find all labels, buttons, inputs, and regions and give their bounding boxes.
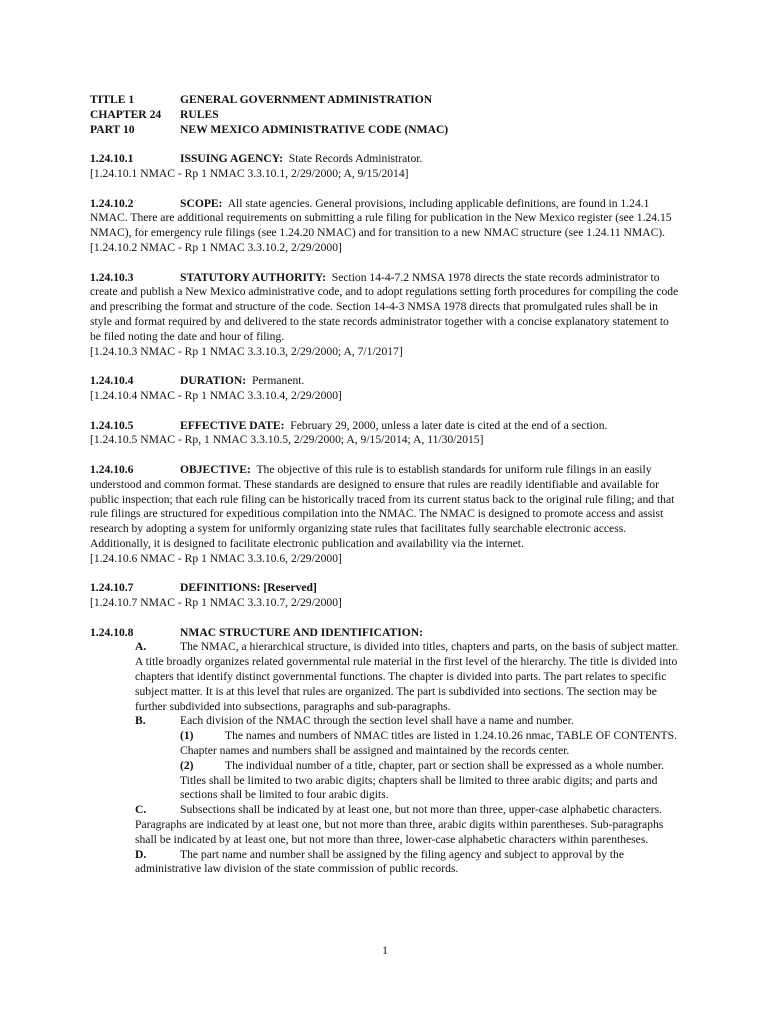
document-header xyxy=(90,93,680,137)
section-definitions: 1.24.10.7 DEFINITIONS: [Reserved] [1.24.10.7 NMAC - Rp 1 NMAC 3.3.10.7, 2/29/2000] xyxy=(90,581,680,611)
subsection-b: B. Each division of the NMAC through the section level shall have a name and number. xyxy=(135,714,574,728)
history-note: [1.24.10.5 NMAC - Rp, 1 NMAC 3.3.10.5, 2/29/2000; A, 9/15/2014; A, 11/30/2015] xyxy=(90,433,484,447)
subsection-c: C. Subsections shall be indicated by at least one, but not more than three, upper-case alphabetic characters. Paragraphs are indicated by at least one, but not more than three, arabic digits within parentheses. Sub-paragraphs shall be indicated by at least one, but not more than three, lower-case alphabetic characters within parentheses. xyxy=(135,803,664,846)
section-objective: 1.24.10.6 OBJECTIVE: The objective of this rule is to establish standards for uniform rule filings in an easily understood and common format. These standards are designed to ensure that rules are readily identifiable and available for public inspection; that each rule filing can be historically traced from its current status back to the original rule filing; and that rule filings are structured for expeditious compilation into the NMAC. The NMAC is designed to promote access and assist research by adopting a system for uniformly organizing state rules that facilitates fully searchable electronic access. Additionally, it is designed to facilitate electronic publication and availability via the internet. [1.24.10.6 NMAC - Rp 1 NMAC 3.3.10.6, 2/29/2000] xyxy=(90,463,680,567)
section-duration: 1.24.10.4 DURATION: Permanent. [1.24.10.4 NMAC - Rp 1 NMAC 3.3.10.4, 2/29/2000] xyxy=(90,374,680,404)
page-number: 1 xyxy=(382,944,388,957)
history-note: [1.24.10.1 NMAC - Rp 1 NMAC 3.3.10.1, 2/29/2000; A, 9/15/2014] xyxy=(90,166,409,180)
history-note: [1.24.10.2 NMAC - Rp 1 NMAC 3.3.10.2, 2/29/2000] xyxy=(90,240,342,254)
subsection-d: D. The part name and number shall be assigned by the filing agency and subject to approval by the administrative law division of the state commission of public records. xyxy=(135,847,624,876)
history-note: [1.24.10.6 NMAC - Rp 1 NMAC 3.3.10.6, 2/29/2000] xyxy=(90,551,342,565)
history-note: [1.24.10.4 NMAC - Rp 1 NMAC 3.3.10.4, 2/29/2000] xyxy=(90,388,342,402)
section-nmac-structure: 1.24.10.8 NMAC STRUCTURE AND IDENTIFICATION: A. The NMAC, a hierarchical structure, is divided into titles, chapters and parts, on the basis of subject matter. A title broadly organizes related governmental rule material in the first level of the hierarchy. The title is divided into chapters that identify distinct governmental functions. The chapter is divided into parts. The part relates to specific subject matter. It is at this level that rules are organized. The part is subdivided into sections. The section may be further subdivided into subsections, paragraphs and sub-paragraphs. B. Each division of the NMAC through the section level shall have a name and number. (1) The names and numbers of NMAC titles are listed in 1.24.10.26 nmac, TABLE OF CONTENTS. Chapter names and numbers shall be assigned and maintained by the records center. (2) The individual number of a title, chapter, part or section shall be expressed as a whole number. Titles shall be limited to two arabic digits; chapters shall be limited to three arabic digits; and parts and sections shall be limited to four arabic digits. C. Subsections shall be indicated by at least one, but not more than three, upper-case alphabetic characters. Paragraphs are indicated by at least one, but not more than three, arabic digits within parentheses. Sub-paragraphs shall be indicated by at least one, but not more than three, lower-case alphabetic characters within parentheses. D. The part name and number shall be assigned by the filing agency and subject to approval by the administrative law division of the state commission of public records. xyxy=(90,625,679,876)
section-effective-date: 1.24.10.5 EFFECTIVE DATE: February 29, 2000, unless a later date is cited at the end of a section. [1.24.10.5 NMAC - Rp, 1 NMAC 3.3.10.5, 2/29/2000; A, 9/15/2014; A, 11/30/2015] xyxy=(90,419,680,449)
subsection-a: A. The NMAC, a hierarchical structure, is divided into titles, chapters and parts, on the basis of subject matter. A title broadly organizes related governmental rule material in the first level of the hierarchy. The title is divided into chapters that identify distinct governmental functions. The chapter is divided into parts. The part relates to specific subject matter. It is at this level that rules are organized. The part is subdivided into sections. The section may be further subdivided into subsections, paragraphs and sub-paragraphs. xyxy=(135,640,679,713)
section-statutory-authority: 1.24.10.3 STATUTORY AUTHORITY: Section 14-4-7.2 NMSA 1978 directs the state records administrator to create and publish a New Mexico administrative code, and to adopt regulations setting forth procedures for compiling the code and prescribing the format and structure of the code. Section 14-4-3 NMSA 1978 directs that promulgated rules shall be in style and format required by and delivered to the state records administrator together with a concise explanatory statement to be filed noting the date and hour of filing. [1.24.10.3 NMAC - Rp 1 NMAC 3.3.10.3, 2/29/2000; A, 7/1/2017] xyxy=(90,270,679,358)
header-part-row: PART 10 NEW MEXICO ADMINISTRATIVE CODE (NMAC) xyxy=(90,122,449,136)
history-note: [1.24.10.7 NMAC - Rp 1 NMAC 3.3.10.7, 2/29/2000] xyxy=(90,596,342,610)
header-chapter-row: CHAPTER 24 RULES xyxy=(90,107,219,121)
paragraph-b1: (1) The names and numbers of NMAC titles are listed in 1.24.10.26 nmac, TABLE OF CONTENTS. Chapter names and numbers shall be assigned and maintained by the records center. xyxy=(180,729,677,758)
document-body xyxy=(90,93,680,877)
section-scope: 1.24.10.2 SCOPE: All state agencies. General provisions, including applicable definitions, are found in 1.24.1 NMAC. There are additional requirements on submitting a rule filing for publication in the New Mexico register (see 1.24.15 NMAC), for emergency rule filings (see 1.24.20 NMAC) and for transition to a new NMAC structure (see 1.24.11 NMAC). [1.24.10.2 NMAC - Rp 1 NMAC 3.3.10.2, 2/29/2000] xyxy=(90,197,680,256)
header-title-row: TITLE 1 GENERAL GOVERNMENT ADMINISTRATION xyxy=(90,93,433,106)
section-issuing-agency: 1.24.10.1 ISSUING AGENCY: State Records Administrator. [1.24.10.1 NMAC - Rp 1 NMAC 3.3.10.1, 2/29/2000; A, 9/15/2014] xyxy=(90,152,680,182)
paragraph-b2: (2) The individual number of a title, chapter, part or section shall be expressed as a whole number. Titles shall be limited to two arabic digits; chapters shall be limited to three arabic digits; and parts and sections shall be limited to four arabic digits. xyxy=(180,758,664,802)
history-note: [1.24.10.3 NMAC - Rp 1 NMAC 3.3.10.3, 2/29/2000; A, 7/1/2017] xyxy=(90,344,403,358)
